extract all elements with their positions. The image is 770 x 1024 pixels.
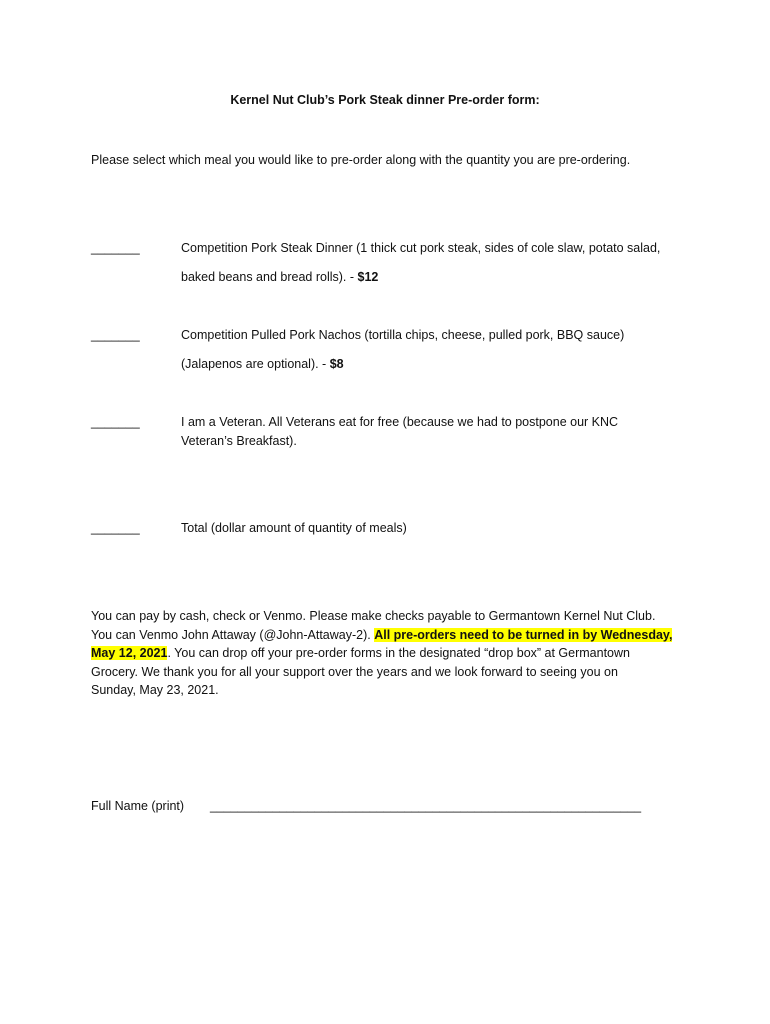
payment-line-2 (91, 626, 691, 645)
full-name-label: Full Name (print) (91, 799, 185, 813)
item-pulled-pork-line2 (181, 357, 344, 371)
venmo-text: You can Venmo John Attaway (@John-Attaway-2). (91, 627, 375, 642)
payment-line-1: You can pay by cash, check or Venmo. Please make checks payable to Germantown Kernel Nut Club. (91, 609, 656, 623)
item-pork-steak-line2 (181, 270, 378, 284)
quantity-blank-veteran[interactable]: _______ (91, 415, 140, 429)
payment-line-4: Grocery. We thank you for all your support over the years and we look forward to seeing you on (91, 664, 618, 679)
full-name-field[interactable]: ______________________________________________________________ (210, 799, 642, 813)
total-blank[interactable]: _______ (91, 521, 140, 535)
payment-line-5: Sunday, May 23, 2021. (91, 683, 219, 697)
item-pulled-pork-price: $8 (329, 357, 344, 371)
drop-box-text: . You can drop off your pre-order forms in the designated “drop box” at Germantown (167, 646, 630, 660)
total-label: Total (dollar amount of quantity of meals) (181, 521, 407, 535)
form-title: Kernel Nut Club’s Pork Steak dinner Pre-order form: (230, 93, 540, 107)
quantity-blank-pork-steak[interactable]: _______ (91, 241, 140, 255)
payment-paragraph (91, 607, 691, 700)
item-pulled-pork-line1: Competition Pulled Pork Nachos (tortilla chips, cheese, pulled pork, BBQ sauce) (181, 328, 625, 342)
deadline-highlight: All pre-orders need to be turned in by Wednesday, (374, 627, 673, 642)
deadline-date-highlight: May 12, 2021 (91, 646, 168, 660)
item-pork-steak-price: $12 (357, 270, 379, 284)
item-pulled-pork-desc: (Jalapenos are optional). - (181, 357, 330, 371)
quantity-blank-pulled-pork[interactable]: _______ (91, 328, 140, 342)
item-veteran-line1: I am a Veteran. All Veterans eat for free (because we had to postpone our KNC (181, 415, 619, 429)
payment-line-3 (91, 644, 691, 663)
instructions-text: Please select which meal you would like to pre-order along with the quantity you are pre-ordering. (91, 153, 631, 167)
item-veteran-line2: Veteran’s Breakfast). (181, 434, 297, 448)
item-pork-steak-desc: baked beans and bread rolls). - (181, 270, 358, 284)
item-pork-steak-line1: Competition Pork Steak Dinner (1 thick cut pork steak, sides of cole slaw, potato salad, (181, 241, 661, 255)
